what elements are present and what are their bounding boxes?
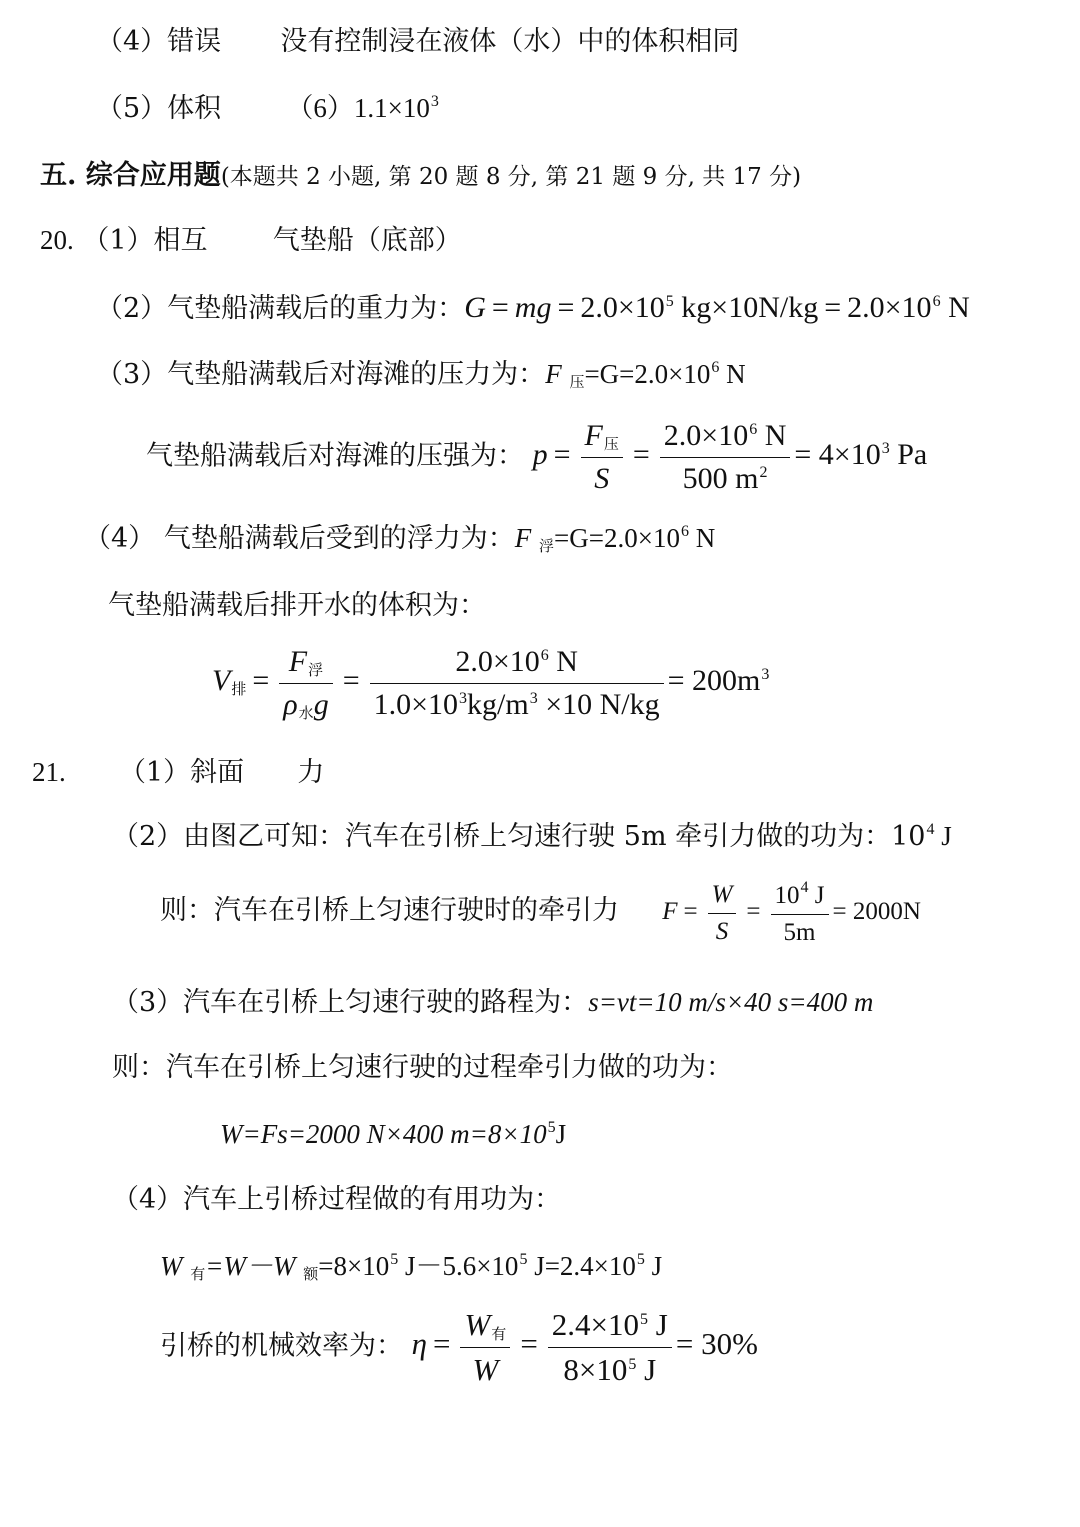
q20-part2 bbox=[96, 290, 970, 326]
pressure-fraction-symbolic: $\frac{F_压}{S}$ bbox=[581, 418, 623, 497]
answer-4-label: （4）错误 bbox=[96, 26, 222, 57]
q21-part2-unit: J bbox=[934, 821, 952, 851]
answer-4-line bbox=[96, 26, 739, 58]
pressure-force-equation: F $_压=G=2.0\times 10^6$ N bbox=[545, 359, 746, 391]
volume-equation: $V_排$ = $\frac{F_浮}{\rho_水g}$ = $\frac{2.0\times 10^6 N}{1.0\times 10^3kg/m^3 \times 10 N/kg}$ = $200m^3$ bbox=[212, 645, 770, 722]
q21-part1 bbox=[32, 756, 324, 789]
pressure-equation: p = $\frac{F_压}{S}$ = $\frac{2.0\times 10^6 N}{500 m^2}$ = $4\times 10^3$ Pa bbox=[532, 419, 928, 495]
q20-part3-pressure bbox=[146, 418, 927, 497]
efficiency-equation: η = $\frac{W_有}{W}$ = $\frac{2.4\times 10^5 J}{8\times 10^5 J}$ = 30% bbox=[411, 1307, 758, 1387]
force-fraction-symbolic: $\frac{W}{S}$ bbox=[708, 880, 737, 947]
q21-part4-useful-work: W $_有$=W－W $_额=8\times 10^5$ $J-5.6\times 10^5$ $J=2.4\times 10^5$ J bbox=[160, 1251, 663, 1283]
q20-part1-answer-b: 气垫船（底部） bbox=[272, 225, 462, 256]
q20-part3-label: （3）气垫船满载后对海滩的压力为： bbox=[96, 359, 546, 390]
q21-part3 bbox=[112, 986, 873, 1019]
section-note: (本题共 2 小题, 第 20 题 8 分, 第 21 题 9 分, 共 17 分) bbox=[220, 164, 802, 190]
volume-fraction-numeric: $\frac{2.0\times 10^6 N}{1.0\times 10^3kg/m^3 \times 10 N/kg}$ bbox=[370, 644, 664, 723]
q20-part4 bbox=[84, 522, 715, 556]
answer-5: （5）体积 bbox=[96, 93, 222, 124]
q20-part2-label: （2）气垫船满载后的重力为： bbox=[96, 293, 465, 324]
work-equation: W=Fs=2000 N×400 m=8×10 bbox=[220, 1119, 547, 1149]
q21-part1-text: （1）斜面 bbox=[118, 757, 245, 788]
q21-part3-label: （3）汽车在引桥上匀速行驶的路程为： bbox=[112, 987, 589, 1018]
q20-part1 bbox=[40, 224, 462, 257]
q21-part4-efficiency-label: 引桥的机械效率为： bbox=[160, 1330, 403, 1362]
buoyancy-equation: F $_浮=G=2.0\times 10^6$ N bbox=[514, 523, 716, 555]
q20-part4-volume-label: 气垫船满载后排开水的体积为： bbox=[108, 590, 486, 621]
q21-part2-exponent: 4 bbox=[926, 821, 935, 838]
answer-4-text: 没有控制浸在液体（水）中的体积相同 bbox=[280, 26, 740, 57]
q20-number: 20. bbox=[40, 225, 74, 255]
q21-part4-efficiency bbox=[160, 1306, 758, 1388]
q21-part2-force-label: 则：汽车在引桥上匀速行驶时的牵引力 bbox=[160, 895, 619, 927]
answer-6-exponent: 3 bbox=[430, 93, 439, 110]
q21-part1-answer-b: 力 bbox=[297, 757, 325, 788]
q21-part2-force bbox=[160, 878, 921, 948]
q20-part4-label: （4） 气垫船满载后受到的浮力为： bbox=[84, 523, 515, 554]
efficiency-fraction-symbolic: $\frac{W_有}{W}$ bbox=[460, 1306, 510, 1388]
q21-part2 bbox=[112, 820, 952, 853]
q21-part3-work bbox=[220, 1118, 566, 1150]
q20-part1-text: （1）相互 bbox=[82, 225, 208, 256]
pressure-fraction-numeric: $\frac{2.0\times 10^6 N}{500 m^2}$ bbox=[660, 418, 791, 497]
answer-5-6-line bbox=[96, 92, 439, 125]
work-unit: J bbox=[555, 1119, 567, 1149]
section-title: 五. 综合应用题 bbox=[40, 160, 221, 191]
q20-part3-pressure-label: 气垫船满载后对海滩的压强为： bbox=[146, 440, 524, 472]
q20-part3 bbox=[96, 358, 746, 392]
efficiency-fraction-numeric: $\frac{2.4\times 10^5 J}{8\times 10^5 J}$ bbox=[548, 1306, 672, 1387]
force-fraction-numeric: $\frac{10^4 J}{5m}$ bbox=[771, 878, 829, 948]
section-heading bbox=[40, 160, 801, 192]
distance-equation: s=vt=10 m/s×40 s=400 m bbox=[588, 987, 874, 1017]
gravity-equation: G = mg = $2.0\times 10^5$ $kg\times 10N/kg = 2.0\times 10^6$ N bbox=[464, 291, 970, 324]
volume-fraction-symbolic: $\frac{F_浮}{\rho_水g}$ bbox=[279, 644, 332, 723]
q21-part4-label: （4）汽车上引桥过程做的有用功为： bbox=[112, 1184, 562, 1215]
q21-part2-text: （2）由图乙可知：汽车在引桥上匀速行驶 5m 牵引力做的功为：10 bbox=[112, 821, 926, 852]
q20-part4-volume bbox=[212, 644, 769, 723]
answer-6: （6）1.1×10 bbox=[286, 93, 430, 123]
force-equation: F = $\frac{W}{S}$ = $\frac{10^4 J}{5m}$ = 2000N bbox=[662, 879, 921, 946]
work-exponent: 5 bbox=[547, 1119, 556, 1136]
q21-part3-work-label: 则：汽车在引桥上匀速行驶的过程牵引力做的功为： bbox=[112, 1052, 733, 1083]
q21-number: 21. bbox=[32, 757, 66, 787]
